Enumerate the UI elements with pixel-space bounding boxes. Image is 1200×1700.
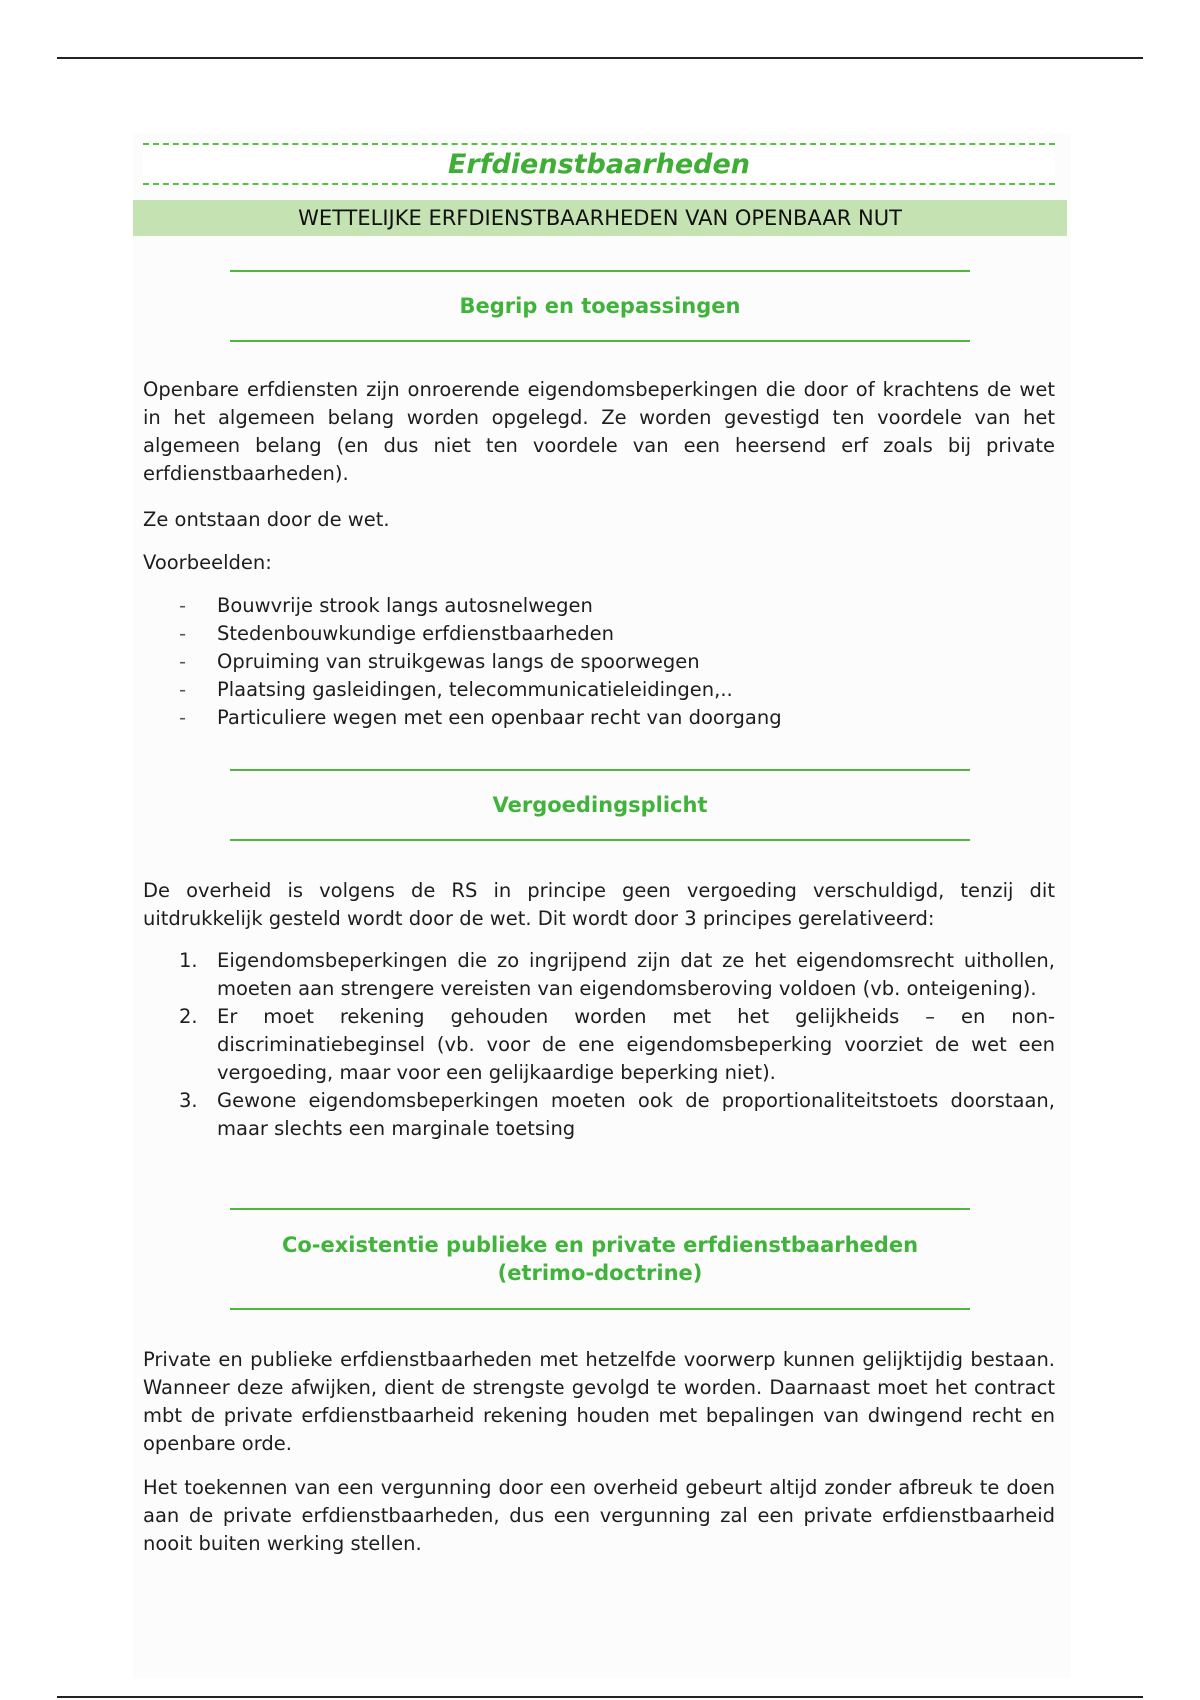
paragraph-coexistentie-1: Private en publieke erfdienstbaarheden met hetzelfde voorwerp kunnen gelijktijdig bestaan. Wanneer deze afwijken, dient de strengste gevolgd te worden. Daarnaast moet het contract mbt de private erfdienstbaarheid rekening houden met bepalingen van dwingend recht en openbare orde.: [143, 1348, 1055, 1455]
principles-list: [143, 947, 1055, 1143]
paragraph-coexistentie-2: Het toekennen van een vergunning door een overheid gebeurt altijd zonder afbreuk te doen aan de private erfdienstbaarheden, dus een vergunning zal een private erfdienstbaarheid nooit buiten werking stellen.: [143, 1476, 1055, 1555]
heading-coexistentie-line1: Co-existentie publieke en private erfdienstbaarheden: [281, 1233, 919, 1257]
examples-list: [143, 592, 1055, 732]
list-item-text: Opruiming van struikgewas langs de spoorwegen: [217, 650, 700, 673]
list-item-text: Bouwvrije strook langs autosnelwegen: [217, 594, 593, 617]
list-item: [143, 620, 1055, 648]
list-item: [143, 676, 1055, 704]
paragraph-vergoeding-1: De overheid is volgens de RS in principe geen vergoeding verschuldigd, tenzij dit uitdrukkelijk gesteld wordt door de wet. Dit wordt door 3 principes gerelativeerd:: [143, 879, 1055, 930]
heading-coexistentie-line2: (etrimo-doctrine): [497, 1261, 703, 1285]
list-number: 1.: [179, 949, 198, 972]
paragraph-begrip-1: Openbare erfdiensten zijn onroerende eigendomsbeperkingen die door of krachtens de wet in het algemeen belang worden opgelegd. Ze worden gevestigd ten voordele van het algemeen belang (en dus niet ten voordele van een heersend erf zoals bij private erfdienstbaarheden).: [143, 378, 1055, 485]
list-item-text: Plaatsing gasleidingen, telecommunicatieleidingen,..: [217, 678, 733, 701]
list-item-text: Er moet rekening gehouden worden met het gelijkheids – en non-discriminatiebeginsel (vb. voor de ene eigendomsbeperking voorziet de wet een vergoeding, maar voor een gelijkaardige beperking niet).: [217, 1005, 1055, 1084]
heading-vergoedingsplicht-text: Vergoedingsplicht: [492, 793, 708, 817]
heading-coexistentie: [230, 1208, 970, 1310]
list-item: [143, 704, 1055, 732]
list-item-text: Stedenbouwkundige erfdienstbaarheden: [217, 622, 615, 645]
dash-bullet: -: [179, 706, 187, 729]
heading-begrip: [230, 270, 970, 342]
list-item: [143, 1087, 1055, 1143]
list-item: [143, 947, 1055, 1003]
page-title: Erfdienstbaarheden: [447, 148, 751, 180]
page-top-rule: [57, 57, 1143, 59]
list-number: 2.: [179, 1005, 198, 1028]
heading-begrip-text: Begrip en toepassingen: [459, 294, 741, 318]
list-item: [143, 1003, 1055, 1087]
paragraph-begrip-3: Voorbeelden:: [143, 551, 272, 574]
page-bottom-rule: [57, 1696, 1143, 1698]
paragraph-begrip-2: Ze ontstaan door de wet.: [143, 508, 390, 531]
page-title-box: [143, 143, 1055, 185]
list-item-text: Gewone eigendomsbeperkingen moeten ook de proportionaliteitstoets doorstaan, maar slechts een marginale toetsing: [217, 1089, 1055, 1140]
dash-bullet: -: [179, 622, 187, 645]
dash-bullet: -: [179, 678, 187, 701]
list-item-text: Eigendomsbeperkingen die zo ingrijpend zijn dat ze het eigendomsrecht uithollen, moeten aan strengere vereisten van eigendomsberoving voldoen (vb. onteigening).: [217, 949, 1055, 1000]
list-number: 3.: [179, 1089, 198, 1112]
dash-bullet: -: [179, 650, 187, 673]
section-banner: WETTELIJKE ERFDIENSTBAARHEDEN VAN OPENBAAR NUT: [133, 200, 1067, 236]
list-item: [143, 648, 1055, 676]
heading-vergoedingsplicht: [230, 769, 970, 841]
list-item-text: Particuliere wegen met een openbaar recht van doorgang: [217, 706, 782, 729]
dash-bullet: -: [179, 594, 187, 617]
list-item: [143, 592, 1055, 620]
